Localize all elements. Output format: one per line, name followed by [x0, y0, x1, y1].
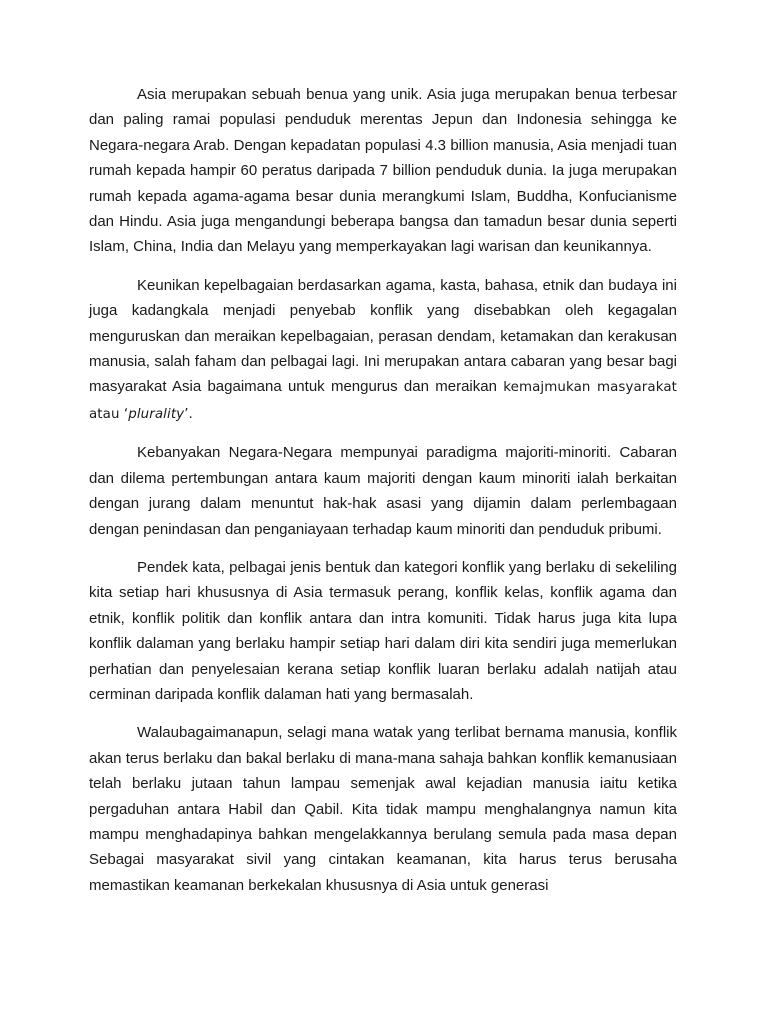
paragraph-5: Walaubagaimanapun, selagi mana watak yang terlibat bernama manusia, konflik akan terus berlaku dan bakal berlaku di mana-mana sahaja bahkan konflik kemanusiaan telah berlaku jutaan tahun lampau semenjak awal kejadian manusia iaitu ketika pergaduhan antara Habil dan Qabil. Kita tidak mampu menghalangnya namun kita mampu menghadapinya bahkan mengelakkannya berulang semula pada masa depan Sebagai masyarakat sivil yang cintakan keamanan, kita harus terus berusaha memastikan keamanan berkekalan khususnya di Asia untuk generasi: [89, 724, 677, 894]
paragraph-2-tail-text: kemajmukan masyarakat atau ‘: [89, 380, 677, 422]
paragraph-2-tail-end: ’.: [184, 406, 193, 422]
paragraph-2: [89, 273, 677, 427]
paragraph-4: Pendek kata, pelbagai jenis bentuk dan kategori konflik yang berlaku di sekeliling kita setiap hari khususnya di Asia termasuk perang, konflik kelas, konflik agama dan etnik, konflik politik dan konflik antara dan intra komuniti. Tidak harus juga kita lupa konflik dalaman yang berlaku hampir setiap hari dalam diri kita sendiri juga memerlukan perhatian dan penyelesaian kerana setiap konflik luaran berlaku adalah natijah atau cerminan daripada konflik dalaman hati yang bermasalah.: [89, 558, 677, 703]
document-page: [89, 82, 677, 911]
plurality-term: plurality: [128, 406, 185, 422]
paragraph-1: Asia merupakan sebuah benua yang unik. Asia juga merupakan benua terbesar dan paling ramai populasi penduduk merentas Jepun dan Indonesia sehingga ke Negara-negara Arab. Dengan kepadatan populasi 4.3 billion manusia, Asia menjadi tuan rumah kepada hampir 60 peratus daripada 7 billion penduduk dunia. Ia juga merupakan rumah kepada agama-agama besar dunia merangkumi Islam, Buddha, Konfucianisme dan Hindu. Asia juga mengandungi beberapa bangsa dan tamadun besar dunia seperti Islam, China, India dan Melayu yang memperkayakan lagi warisan dan keunikannya.: [89, 86, 677, 256]
paragraph-3: Kebanyakan Negara-Negara mempunyai paradigma majoriti-minoriti. Cabaran dan dilema pertembungan antara kaum majoriti dengan kaum minoriti ialah berkaitan dengan jurang dalam menuntut hak-hak asasi yang dijamin dalam perlembagaan dengan penindasan dan penganiayaan terhadap kaum minoriti dan penduduk pribumi.: [89, 444, 677, 538]
paragraph-2-body: Keunikan kepelbagaian berdasarkan agama, kasta, bahasa, etnik dan budaya ini juga kadangkala menjadi penyebab konflik yang disebabkan oleh kegagalan menguruskan dan meraikan kepelbagaian, perasan dendam, ketamakan dan kerakusan manusia, salah faham dan pelbagai lagi. Ini merupakan antara cabaran yang besar bagi masyarakat Asia bagaimana untuk mengurus dan meraikan: [89, 276, 677, 396]
